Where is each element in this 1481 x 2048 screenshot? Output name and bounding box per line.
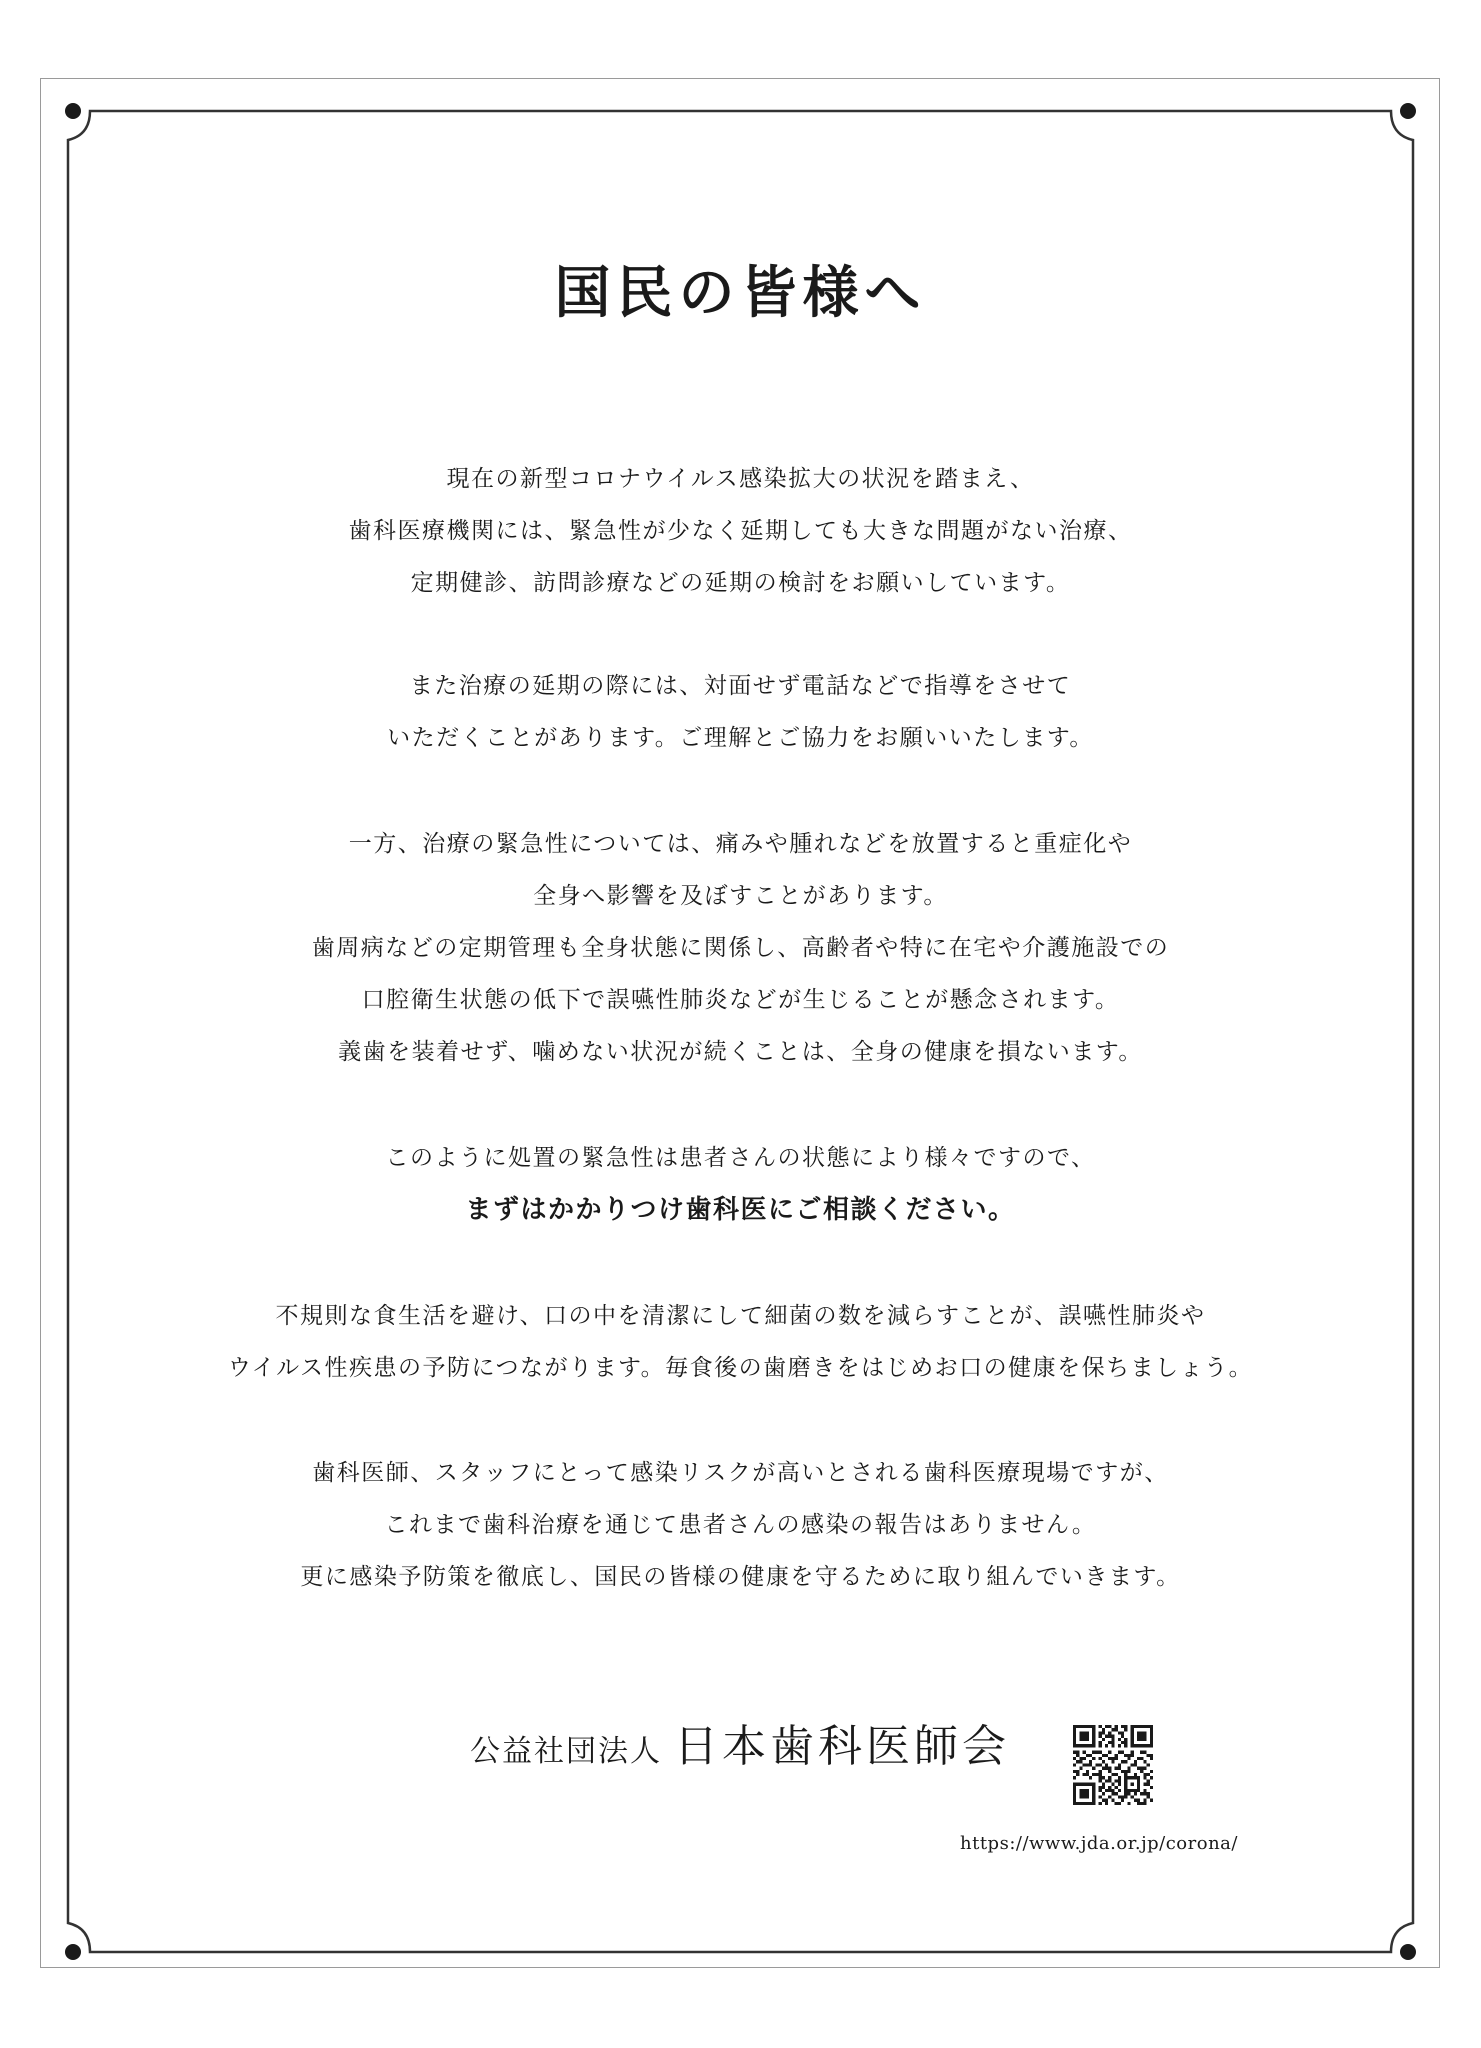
website-link[interactable]: https://www.jda.or.jp/corona/ [960,1833,1238,1854]
emphasis-line: まずはかかりつけ歯科医にご相談ください。 [465,1195,1016,1225]
paragraph-line: いただくことがあります。ご理解とご協力をお願いいたします。 [387,725,1094,751]
paragraph-line: 義歯を装着せず、噛めない状況が続くことは、全身の健康を損ないます。 [338,1039,1143,1065]
paragraph-line: 全身へ影響を及ぼすことがあります。 [533,883,948,909]
paragraph-line: 更に感染予防策を徹底し、国民の皆様の健康を守るために取り組んでいきます。 [300,1564,1181,1590]
page-title: 国民の皆様へ [554,260,927,326]
paragraph-6 [0,1447,1481,1603]
organization-signature [470,1721,1010,1772]
paragraph-line: これまで歯科治療を通じて患者さんの感染の報告はありません。 [384,1512,1097,1538]
paragraph-line: 定期健診、訪問診療などの延期の検討をお願いしています。 [410,570,1071,596]
paragraph-4 [0,1132,1481,1236]
paragraph-line: 一方、治療の緊急性については、痛みや腫れなどを放置すると重症化や [348,831,1133,857]
paragraph-1 [0,453,1481,609]
paragraph-2 [0,660,1481,764]
paragraph-line: 歯科医師、スタッフにとって感染リスクが高いとされる歯科医療現場ですが、 [312,1460,1169,1486]
paragraph-line: 歯周病などの定期管理も全身状態に関係し、高齢者や特に在宅や介護施設での [311,935,1170,961]
org-type: 公益社団法人 [470,1734,662,1769]
paragraph-5 [0,1290,1481,1394]
paragraph-line: このように処置の緊急性は患者さんの状態により様々ですので、 [385,1145,1096,1171]
paragraph-3 [0,818,1481,1078]
paragraph-line: 不規則な食生活を避け、口の中を清潔にして細菌の数を減らすことが、誤嚥性肺炎や [275,1303,1206,1329]
paragraph-line: また治療の延期の際には、対面せず電話などで指導をさせて [409,673,1072,699]
org-name: 日本歯科医師会 [674,1721,1010,1772]
paragraph-line: 口腔衛生状態の低下で誤嚥性肺炎などが生じることが懸念されます。 [361,987,1120,1013]
paragraph-line: 歯科医療機関には、緊急性が少なく延期しても大きな問題がない治療、 [348,518,1133,544]
paragraph-line: ウイルス性疾患の予防につながります。毎食後の歯磨きをはじめお口の健康を保ちましょう。 [227,1355,1254,1381]
paragraph-line: 現在の新型コロナウイルス感染拡大の状況を踏まえ、 [446,466,1035,492]
qr-code-icon[interactable] [1073,1725,1153,1805]
